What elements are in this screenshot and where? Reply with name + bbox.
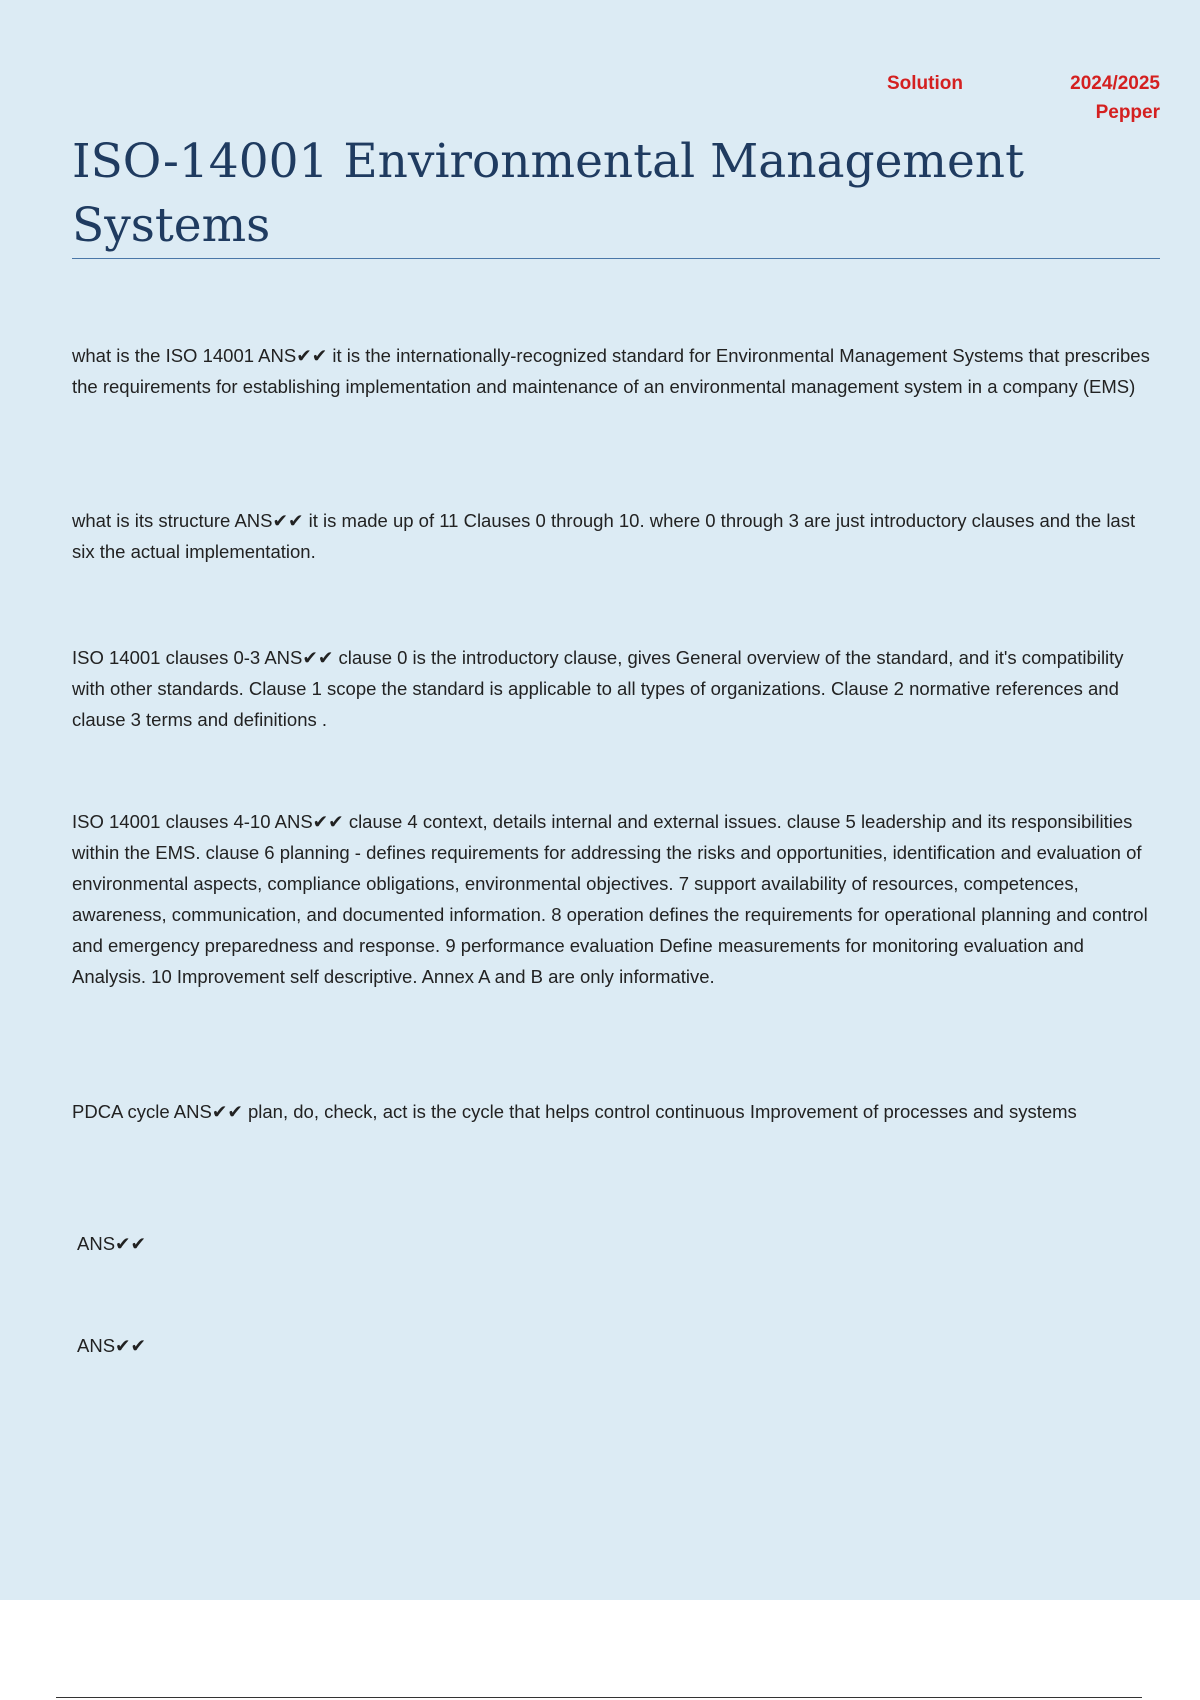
answer-marker: ANS✔✔: [264, 647, 334, 668]
qa-item: [72, 806, 1152, 992]
document-title: ISO-14001 Environmental Management Systems: [72, 134, 1024, 253]
answer-text: it is made up of 11 Clauses 0 through 10. where 0 through 3 are just introductory clauses and the last six the actual implementation.: [72, 510, 1136, 562]
year-tag: 2024/2025: [1070, 73, 1160, 94]
empty-answer: ANS✔✔: [77, 1335, 147, 1356]
answer-marker: ANS✔✔: [173, 1101, 243, 1122]
empty-answer: ANS✔✔: [77, 1233, 147, 1254]
answer-text: plan, do, check, act is the cycle that helps control continuous Improvement of processes and systems: [247, 1101, 1077, 1122]
header-tags: [860, 72, 1160, 132]
footer-divider: [56, 1697, 1142, 1698]
solution-tag: Solution: [887, 73, 963, 94]
qa-item: [72, 1096, 1152, 1127]
answer-text: clause 0 is the introductory clause, gives General overview of the standard, and it's compatibility with other standards. Clause 1 scope the standard is applicable to all types of organizations. Clause 2 normative references and clause 3 terms and definitions .: [72, 647, 1124, 730]
answer-marker: ANS✔✔: [258, 345, 328, 366]
question-text: ISO 14001 clauses 4-10: [72, 811, 271, 832]
qa-item: [72, 505, 1152, 567]
question-text: ISO 14001 clauses 0-3: [72, 647, 261, 668]
question-text: what is its structure: [72, 510, 231, 531]
question-text: PDCA cycle: [72, 1101, 170, 1122]
answer-marker: ANS✔✔: [234, 510, 304, 531]
author-tag: Pepper: [1095, 102, 1160, 123]
answer-marker: ANS✔✔: [274, 811, 344, 832]
qa-item: [72, 642, 1152, 735]
title-divider: [72, 258, 1160, 259]
question-text: what is the ISO 14001: [72, 345, 255, 366]
qa-item: [72, 340, 1152, 402]
answer-text: it is the internationally-recognized standard for Environmental Management Systems that prescribes the requirements for establishing implementation and maintenance of an environmental management system in a company (EMS): [72, 345, 1150, 397]
answer-text: clause 4 context, details internal and external issues. clause 5 leadership and its responsibilities within the EMS. clause 6 planning - defines requirements for addressing the risks and opportunities, identification and evaluation of environmental aspects, compliance obligations, environmental objectives. 7 support availability of resources, competences, awareness, communication, and documented information. 8 operation defines the requirements for operational planning and control and emergency preparedness and response. 9 performance evaluation Define measurements for monitoring evaluation and Analysis. 10 Improvement self descriptive. Annex A and B are only informative.: [72, 811, 1148, 987]
